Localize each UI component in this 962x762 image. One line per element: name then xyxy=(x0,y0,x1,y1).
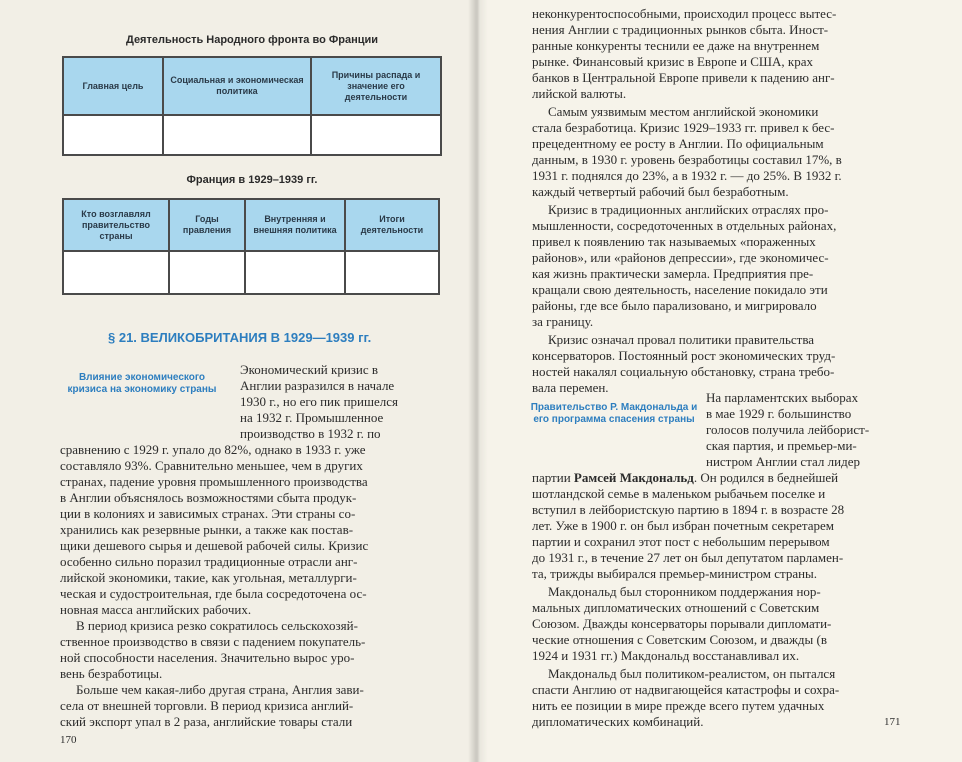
text-line: сравнению с 1929 г. упало до 82%, однако в 1933 г. уже xyxy=(60,442,366,457)
text-line: лийской экономики, такие, как угольная, металлурги- xyxy=(60,570,357,585)
table1-header-cell: Причины распада и значение его деятельности xyxy=(311,57,441,115)
paragraph-right-5 xyxy=(532,584,910,664)
text-line: вень безработицы. xyxy=(60,666,163,681)
text-line: данным, в 1930 г. уровень безработицы составил 17%, в xyxy=(532,152,842,167)
table1-empty-cell xyxy=(63,115,163,155)
text-line: ский экспорт упал в 2 раза, английские товары стали xyxy=(60,714,353,729)
text-line: до 1931 г., в течение 27 лет он был депутатом парламен- xyxy=(532,550,844,565)
page-number-right: 171 xyxy=(884,716,901,728)
text-line: стала безработица. Кризис 1929–1933 гг. привел к бес- xyxy=(532,120,835,135)
text-line: шотландской семье в маленьком рыбачьем поселке и xyxy=(532,486,826,501)
text-line: лет. Уже в 1900 г. он был избран почетным секретарем xyxy=(532,518,835,533)
text-line: каждый четвертый рабочий был безработным. xyxy=(532,184,789,199)
text-line: Макдональд был сторонником поддержания нор- xyxy=(548,584,821,599)
text-line: 1930 г., но его пик пришелся xyxy=(240,394,399,409)
text-line: нистром Англии стал лидер xyxy=(706,454,860,469)
text-line: вала перемен. xyxy=(532,380,609,395)
table-popular-front xyxy=(62,56,442,156)
text-fragment: . Он родился в беднейшей xyxy=(693,470,839,485)
text-line: особенно сильно поразил традиционные отрасли анг- xyxy=(60,554,358,569)
text-line: за границу. xyxy=(532,314,594,329)
paragraph-right-2 xyxy=(532,202,910,330)
text-line: Экономический кризис в xyxy=(240,362,379,377)
text-line: дипломатических комбинаций. xyxy=(532,714,704,729)
text-line: мышленности, сосредоточенных в отдельных районах, xyxy=(532,218,837,233)
text-line: нить ее позиции в мире прежде всего путем удачных xyxy=(532,698,825,713)
text-line: консерваторов. Постоянный рост экономических труд- xyxy=(532,348,836,363)
table1-header-cell: Социальная и экономическая политика xyxy=(163,57,311,115)
text-line: вступил в лейбористскую партию в 1894 г. в возрасте 28 xyxy=(532,502,845,517)
text-line: ская партия, и премьер-ми- xyxy=(706,438,857,453)
paragraph-left-2 xyxy=(60,618,442,682)
text-line: ственное производство в связи с падением покупатель- xyxy=(60,634,366,649)
text-line: та, трижды выбирался премьер-министром страны. xyxy=(532,566,818,581)
text-line: Англии разразился в начале xyxy=(240,378,395,393)
text-line: партии и сохранил этот пост с небольшим перерывом xyxy=(532,534,830,549)
text-line: Кризис в традиционных английских отраслях про- xyxy=(548,202,829,217)
text-line: прецедентному ее росту в Англии. По официальным xyxy=(532,136,824,151)
text-line: в мае 1929 г. большинство xyxy=(706,406,852,421)
narrow-paragraph-left xyxy=(240,362,440,442)
page-number-left: 170 xyxy=(60,734,77,746)
text-line: В период кризиса резко сократилось сельскохозяй- xyxy=(76,618,358,633)
table2-empty-cell xyxy=(169,251,245,294)
text-line xyxy=(532,470,910,486)
table2-empty-cell xyxy=(245,251,345,294)
table2-empty-cell xyxy=(345,251,439,294)
text-line: 1924 и 1931 гг.) Макдональд восстанавливал их. xyxy=(532,648,800,663)
text-line: районы, где все было парализовано, и мигрировало xyxy=(532,298,817,313)
text-line: На парламентских выборах xyxy=(706,390,859,405)
text-line: Самым уязвимым местом английской экономики xyxy=(548,104,819,119)
text-line: хранились как резервные рынки, а также как постав- xyxy=(60,522,354,537)
text-line: мальных дипломатических отношений с Советским xyxy=(532,600,820,615)
text-line: в Англии объяснялось возможностями сбыта продук- xyxy=(60,490,357,505)
text-line: нения Англии с традиционных рынков сбыта. Иност- xyxy=(532,22,829,37)
table2-title: Франция в 1929–1939 гг. xyxy=(186,174,318,186)
text-line: банков в Центральной Европе привели к падению анг- xyxy=(532,70,835,85)
person-name: Рамсей Макдональд xyxy=(573,470,694,485)
text-line: странах, падение уровня промышленного производства xyxy=(60,474,368,489)
book-gutter xyxy=(468,0,488,762)
text-line: Союзом. Дважды консерваторы порывали дипломати- xyxy=(532,616,832,631)
text-line: ческие отношения с Советским Союзом, и дважды (в xyxy=(532,632,827,647)
text-line: Макдональд был политиком-реалистом, он пытался xyxy=(548,666,836,681)
table2-header-cell: Кто возглавлял правительство страны xyxy=(63,199,169,251)
text-line: ностей накалял социальную обстановку, страна требо- xyxy=(532,364,835,379)
sidebar-heading-macdonald: Правительство Р. Макдональда и его программа спасения страны xyxy=(530,402,698,425)
text-line: ческая и судостроительная, где была сосредоточена ос- xyxy=(60,586,367,601)
table1-title: Деятельность Народного фронта во Франции xyxy=(125,34,379,46)
text-line: ной способности населения. Значительно вырос уро- xyxy=(60,650,355,665)
table1-empty-cell xyxy=(311,115,441,155)
paragraph-left-3 xyxy=(60,682,442,730)
section-title: § 21. ВЕЛИКОБРИТАНИЯ В 1929—1939 гг. xyxy=(108,330,372,345)
sidebar-heading-crisis: Влияние экономического кризиса на экономику страны xyxy=(67,372,217,395)
text-line: 1931 г. поднялся до 23%, а в 1932 г. — до 25%. В 1932 г. xyxy=(532,168,842,183)
table2-header-cell: Годы правления xyxy=(169,199,245,251)
text-line: неконкурентоспособными, происходил процесс вытес- xyxy=(532,6,837,21)
text-line: кая жизнь практически замерла. Предприятия пре- xyxy=(532,266,814,281)
text-fragment: партии xyxy=(532,470,574,485)
text-line: Больше чем какая-либо другая страна, Англия зави- xyxy=(76,682,364,697)
text-line: на 1932 г. Промышленное xyxy=(240,410,384,425)
text-line: ранные конкуренты теснили ее даже на внутреннем xyxy=(532,38,820,53)
text-line: районов», или «районов депрессии», где экономичес- xyxy=(532,250,829,265)
text-line: новная масса английских рабочих. xyxy=(60,602,252,617)
text-line: рынке. Финансовый кризис в Европе и США, крах xyxy=(532,54,814,69)
text-line: ции в колониях и зависимых странах. Эти страны со- xyxy=(60,506,356,521)
text-line: составляло 93%. Сравнительно меньшее, чем в других xyxy=(60,458,363,473)
text-line: лийской валюты. xyxy=(532,86,627,101)
paragraph-right-0 xyxy=(532,6,910,102)
table-france-1929-1939 xyxy=(62,198,440,295)
text-line: щики дешевого сырья и дешевой рабочей силы. Кризис xyxy=(60,538,369,553)
table1-empty-cell xyxy=(163,115,311,155)
paragraph-left-1 xyxy=(60,442,442,618)
text-line: села от внешней торговли. В период кризиса англий- xyxy=(60,698,354,713)
text-line: привел к появлению так называемых «пораженных xyxy=(532,234,816,249)
paragraph-right-4 xyxy=(532,470,910,582)
table2-empty-cell xyxy=(63,251,169,294)
text-line: спасти Англию от надвигающейся катастрофы и сохра- xyxy=(532,682,840,697)
paragraph-right-6 xyxy=(532,666,910,730)
paragraph-right-1 xyxy=(532,104,910,200)
text-line: кращали свою деятельность, население покидало эти xyxy=(532,282,828,297)
table2-header-cell: Итоги деятельности xyxy=(345,199,439,251)
paragraph-right-3 xyxy=(532,332,910,396)
text-line: голосов получила лейборист- xyxy=(706,422,870,437)
text-line: Кризис означал провал политики правительства xyxy=(548,332,815,347)
table2-header-cell: Внутренняя и внешняя политика xyxy=(245,199,345,251)
table1-header-cell: Главная цель xyxy=(63,57,163,115)
text-line: производство в 1932 г. по xyxy=(240,426,381,441)
narrow-paragraph-right xyxy=(706,390,910,470)
